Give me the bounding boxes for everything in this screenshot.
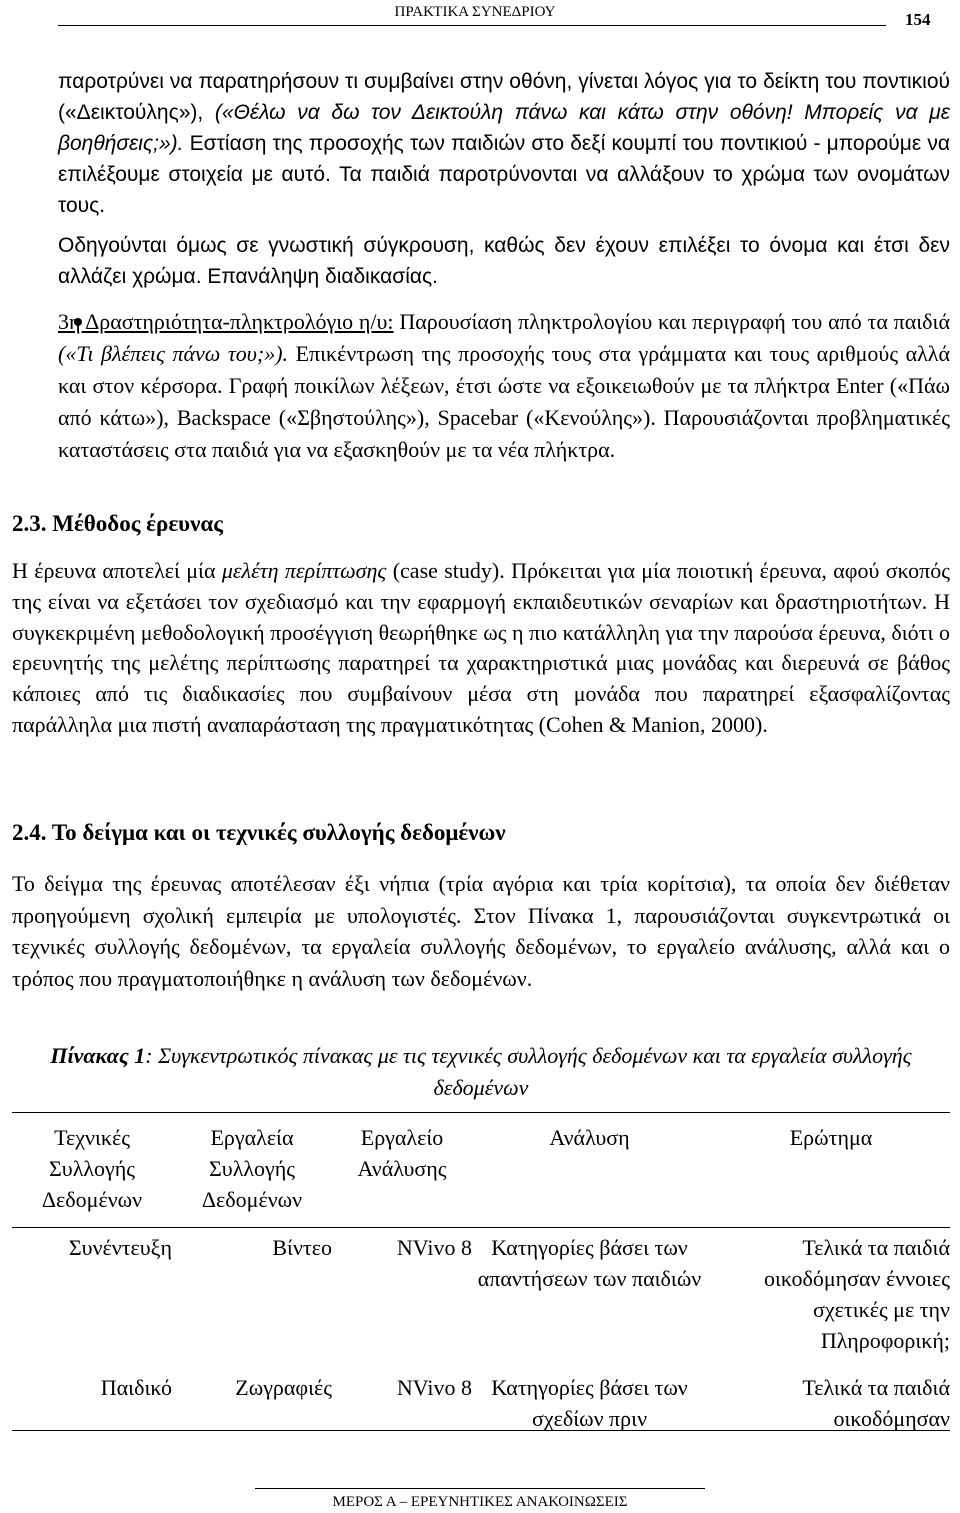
- table-cell: Τελικά τα παιδιά οικοδόμησαν έννοιες σχετικές με την Πληροφορική;: [763, 1235, 950, 1353]
- table-header-analysis: Ανάλυση: [549, 1125, 630, 1150]
- bullet-text-1: Παρουσίαση πληκτρολογίου και περιγραφή του από τα παιδιά: [393, 309, 950, 334]
- table-caption-label: Πίνακας 1: [50, 1043, 146, 1068]
- paragraph-cognitive-conflict: Οδηγούνται όμως σε γνωστική σύγκρουση, καθώς δεν έχουν επιλέξει το όνομα και έτσι δεν αλλάζει χρώμα. Επανάληψη διαδικασίας.: [58, 234, 950, 288]
- p1-text-1: παροτρύνει να παρατηρήσουν τι συμβαίνει στην οθόνη, γίνεται λόγος για το δείκτη του ποντικιού («Δεικτούλης»),: [58, 70, 950, 124]
- table-cell: Τελικά τα παιδιά οικοδόμησαν: [802, 1375, 950, 1431]
- bullet-text: [58, 306, 950, 466]
- paragraph-method: [12, 556, 950, 741]
- table-cell: Συνέντευξη: [68, 1235, 172, 1260]
- p1-quote-italic: («Θέλω να δω τον Δεικτούλη πάνω και κάτω στην οθόνη! Μπορείς να με βοηθήσεις;»).: [58, 101, 950, 155]
- table-cell: Κατηγορίες βάσει των απαντήσεων των παιδιών: [477, 1235, 702, 1291]
- table-header-question: Ερώτημα: [789, 1125, 873, 1150]
- table-cell: NVivo 8: [396, 1375, 472, 1400]
- footer-rule: [255, 1488, 705, 1489]
- table-cell: Παιδικό: [100, 1375, 172, 1400]
- running-title: ΠΡΑΚΤΙΚΑ ΣΥΝΕΔΡΙΟΥ: [394, 4, 556, 20]
- table-1: [12, 1112, 950, 1432]
- table-caption-text: : Συγκεντρωτικός πίνακας με τις τεχνικές συλλογής δεδομένων και τα εργαλεία συλλογής δεδομένων: [145, 1043, 912, 1100]
- paragraph-sample: Το δείγμα της έρευνας αποτέλεσαν έξι νήπια (τρία αγόρια και τρία κορίτσια), τα οποία δεν διέθεταν προηγούμενη σχολική εμπειρία με υπολογιστές. Στον Πίνακα 1, παρουσιάζονται συγκεντρωτικά οι τεχνικές συλλογής δεδομένων, τα εργαλεία συλλογής δεδομένων, το εργαλείο ανάλυσης, αλλά και ο τρόπος που πραγματοποιήθηκε η ανάλυση των δεδομένων.: [12, 871, 950, 991]
- table-cell: Ζωγραφιές: [235, 1375, 332, 1400]
- table-header-techniques: Τεχνικές Συλλογής Δεδομένων: [41, 1125, 143, 1212]
- table-header-tools: Εργαλεία Συλλογής Δεδομένων: [201, 1125, 303, 1212]
- bullet-label: 3η Δραστηριότητα-πληκτρολόγιο η/υ:: [58, 309, 394, 334]
- bullet-text-2: Επικέντρωση της προσοχής τους στα γράμματα και τους αριθμούς αλλά και στον κέρσορα. Γραφή ποικίλων λέξεων, έτσι ώστε να εξοικειωθούν με τα πλήκτρα Enter («Πάω από κάτω»), Backspace («Σβηστούλης»), Spacebar («Κενούλης»). Παρουσιάζονται προβληματικές καταστάσεις στα παιδιά για να εξασκηθούν με τα νέα πλήκτρα.: [58, 341, 950, 462]
- running-header: [0, 0, 960, 30]
- bullet-quote-italic: («Τι βλέπεις πάνω του;»).: [58, 341, 289, 366]
- header-rule: [58, 25, 886, 26]
- page-number: 154: [905, 10, 931, 29]
- section-heading-method: 2.3. Μέθοδος έρευνας: [12, 511, 223, 536]
- section-heading-sample: 2.4. Το δείγμα και οι τεχνικές συλλογής δεδομένων: [12, 820, 506, 845]
- table-header-analysis-tool: Εργαλείο Ανάλυσης: [357, 1125, 447, 1181]
- table-cell: NVivo 8: [396, 1235, 472, 1260]
- table-rule-bottom: [12, 1430, 950, 1431]
- table-caption: [12, 1040, 950, 1104]
- p1-text-2: Εστίαση της προσοχής των παιδιών στο δεξί κουμπί του ποντικιού - μπορούμε να επιλέξουμε στοιχεία με αυτό. Τα παιδιά παροτρύνονται να αλλάξουν το χρώμα των ονομάτων τους.: [58, 132, 950, 217]
- p3-text-1: Η έρευνα αποτελεί μία: [12, 558, 222, 583]
- table-cell: Βίντεο: [272, 1235, 332, 1260]
- p3-text-2: (case study). Πρόκειται για μία ποιοτική έρευνα, αφού σκοπός της είναι να εξετάσει τον σχεδιασμό και την εφαρμογή εκπαιδευτικών σεναρίων και δραστηριοτήτων. Η συγκεκριμένη μεθοδολογική προσέγγιση θεωρήθηκε ως η πιο κατάλληλη για την παρούσα έρευνα, διότι ο ερευνητής της μελέτης περίπτωσης παρατηρεί τα χαρακτηριστικά μιας μονάδας και διερευνά σε βάθος κάποιες από τις διαδικασίες που συμβαίνουν μέσα στη μονάδα που παρατηρεί εξασφαλίζοντας παράλληλα μια πιστή αναπαράσταση της πραγματικότητας (Cohen & Manion, 2000).: [12, 558, 950, 737]
- footer-text: ΜΕΡΟΣ Α – ΕΡΕΥΝΗΤΙΚΕΣ ΑΝΑΚΟΙΝΩΣΕΙΣ: [332, 1494, 628, 1510]
- paragraph-activity-mouse: [58, 66, 950, 221]
- p3-case-study-italic: μελέτη περίπτωσης: [221, 558, 387, 583]
- table-cell: Κατηγορίες βάσει των σχεδίων πριν: [491, 1375, 688, 1431]
- table-rule-mid: [12, 1227, 950, 1228]
- table-rule-top: [12, 1112, 950, 1113]
